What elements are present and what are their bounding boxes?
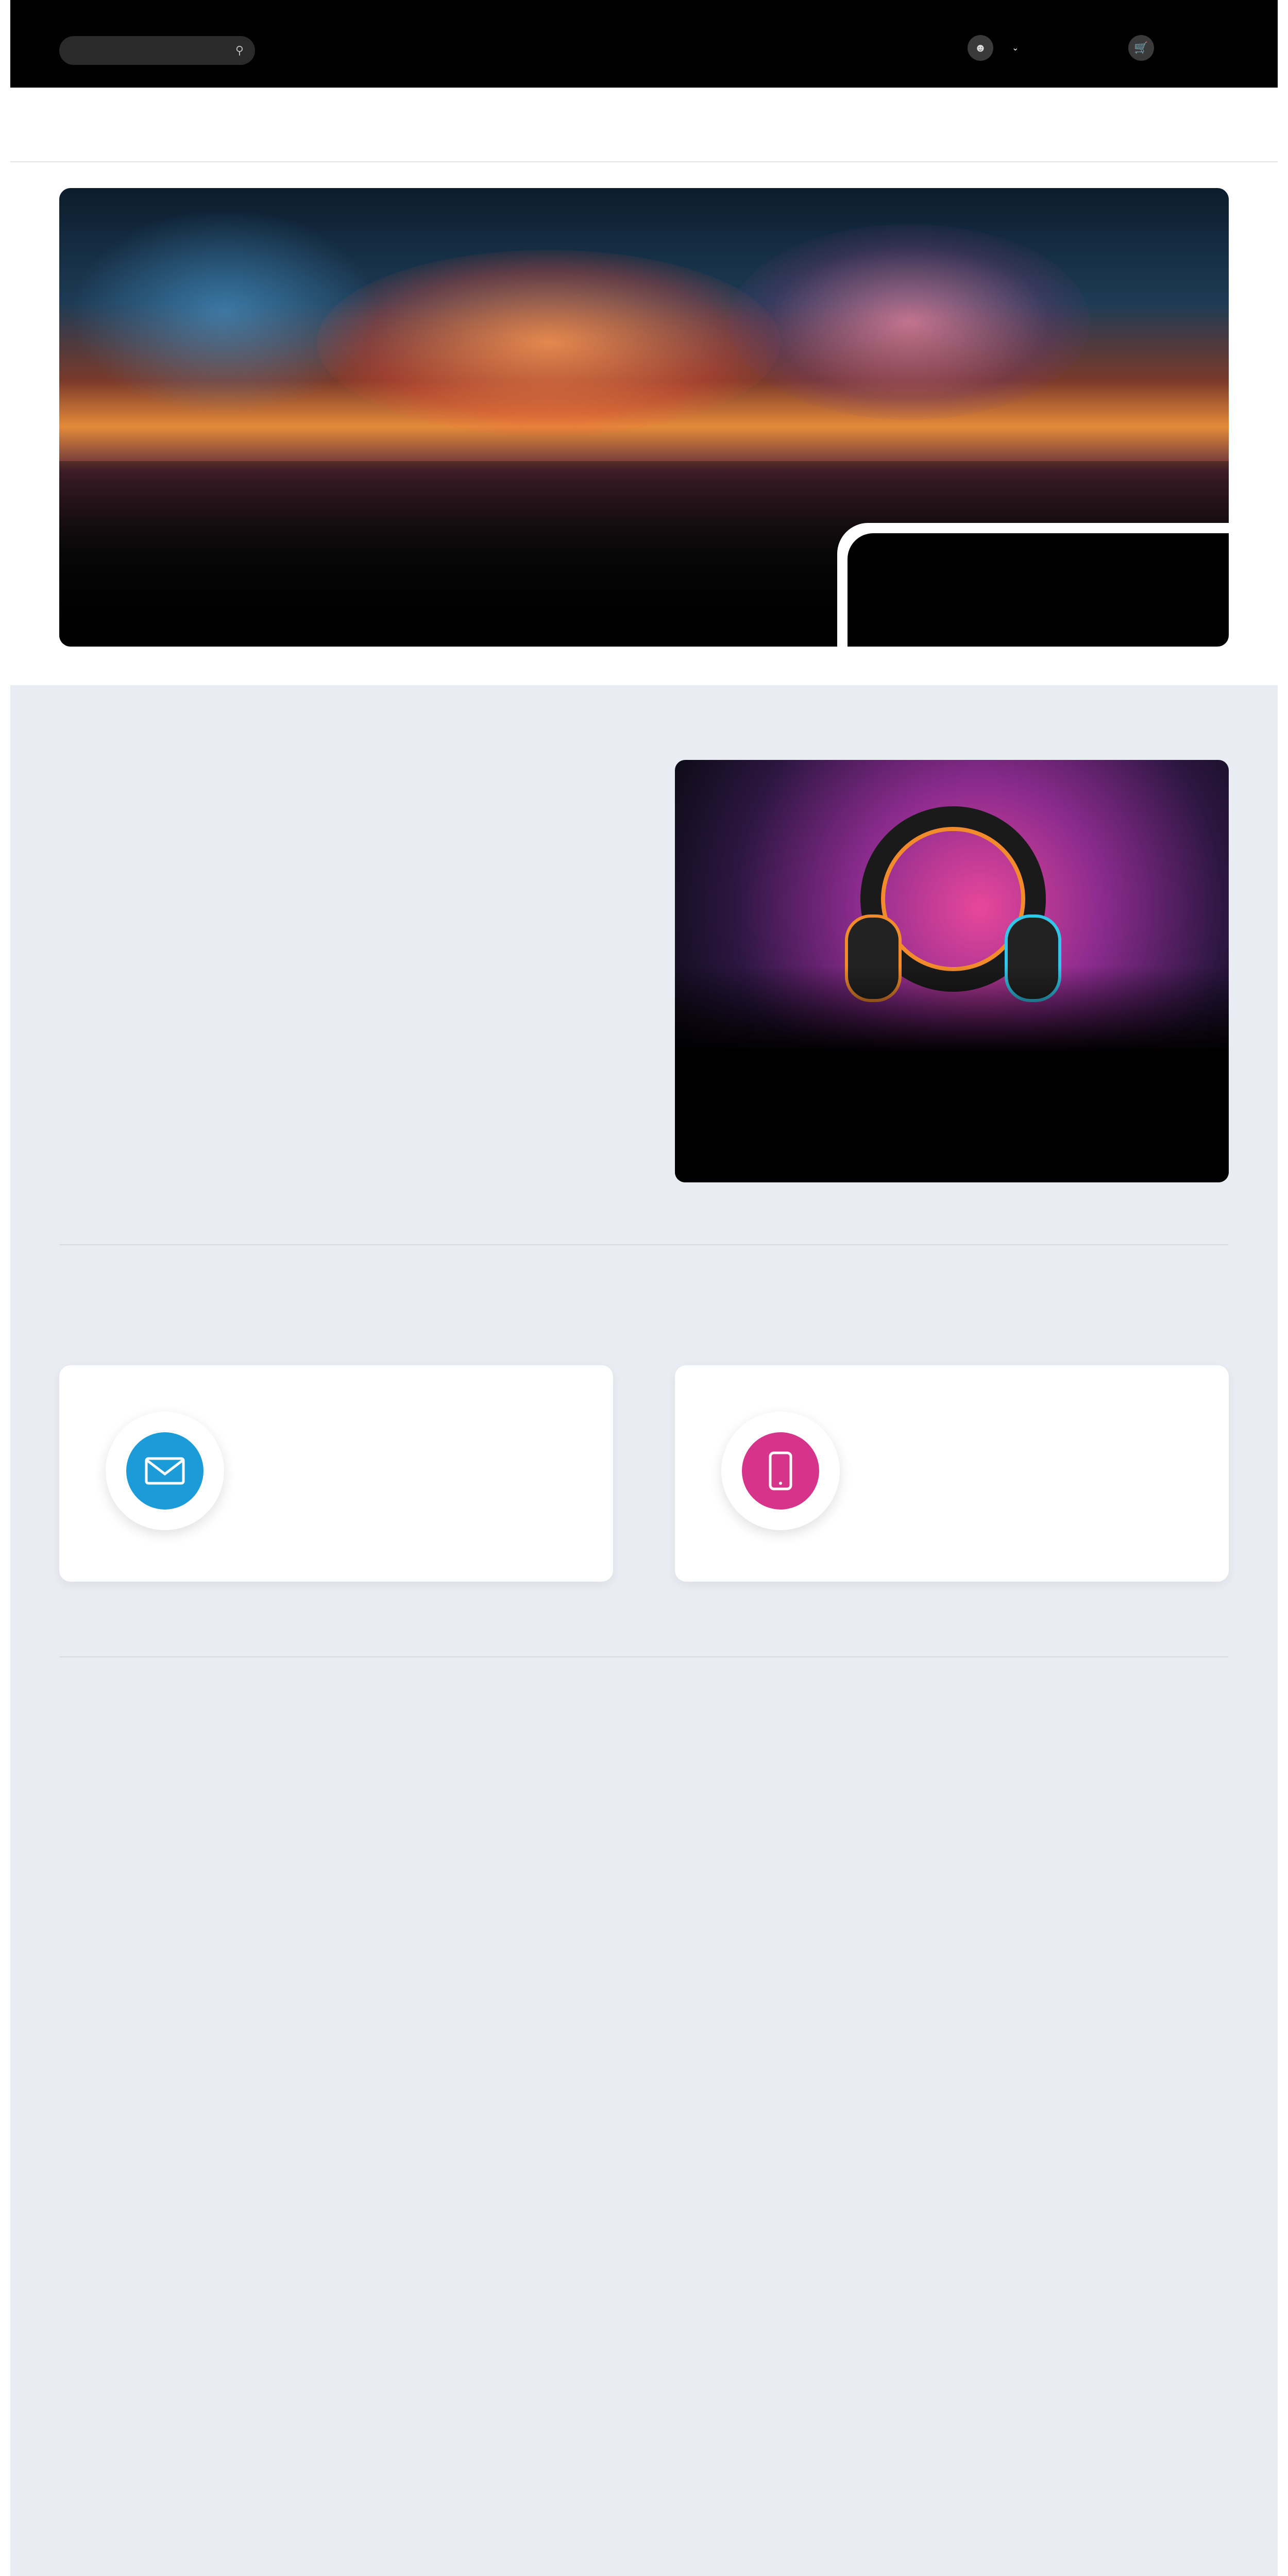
chevron-down-icon: ⌄: [1012, 44, 1019, 53]
hero-banner: [59, 188, 1229, 647]
envelope-icon: [144, 1456, 185, 1485]
user-icon: ☻: [968, 35, 993, 61]
email-icon-circle: [106, 1412, 224, 1530]
page: [10, 0, 1278, 2576]
email-card: [59, 1365, 613, 1582]
divider: [59, 1244, 1229, 1245]
phone-icon: [769, 1451, 792, 1490]
top-bar: [10, 0, 1278, 88]
call-card: [675, 1365, 1229, 1582]
promo-card: [675, 760, 1229, 1182]
phone-icon-circle: [721, 1412, 840, 1530]
main-nav: [10, 88, 1278, 162]
site-logo[interactable]: [541, 30, 737, 71]
account-menu[interactable]: [968, 35, 1019, 61]
divider: [59, 1656, 1229, 1657]
cart-button[interactable]: [1128, 35, 1163, 61]
cart-icon: 🛒: [1128, 35, 1154, 61]
search-icon[interactable]: ⚲: [235, 44, 244, 57]
search-input[interactable]: [59, 36, 255, 65]
hero-title-box: [848, 533, 1229, 647]
